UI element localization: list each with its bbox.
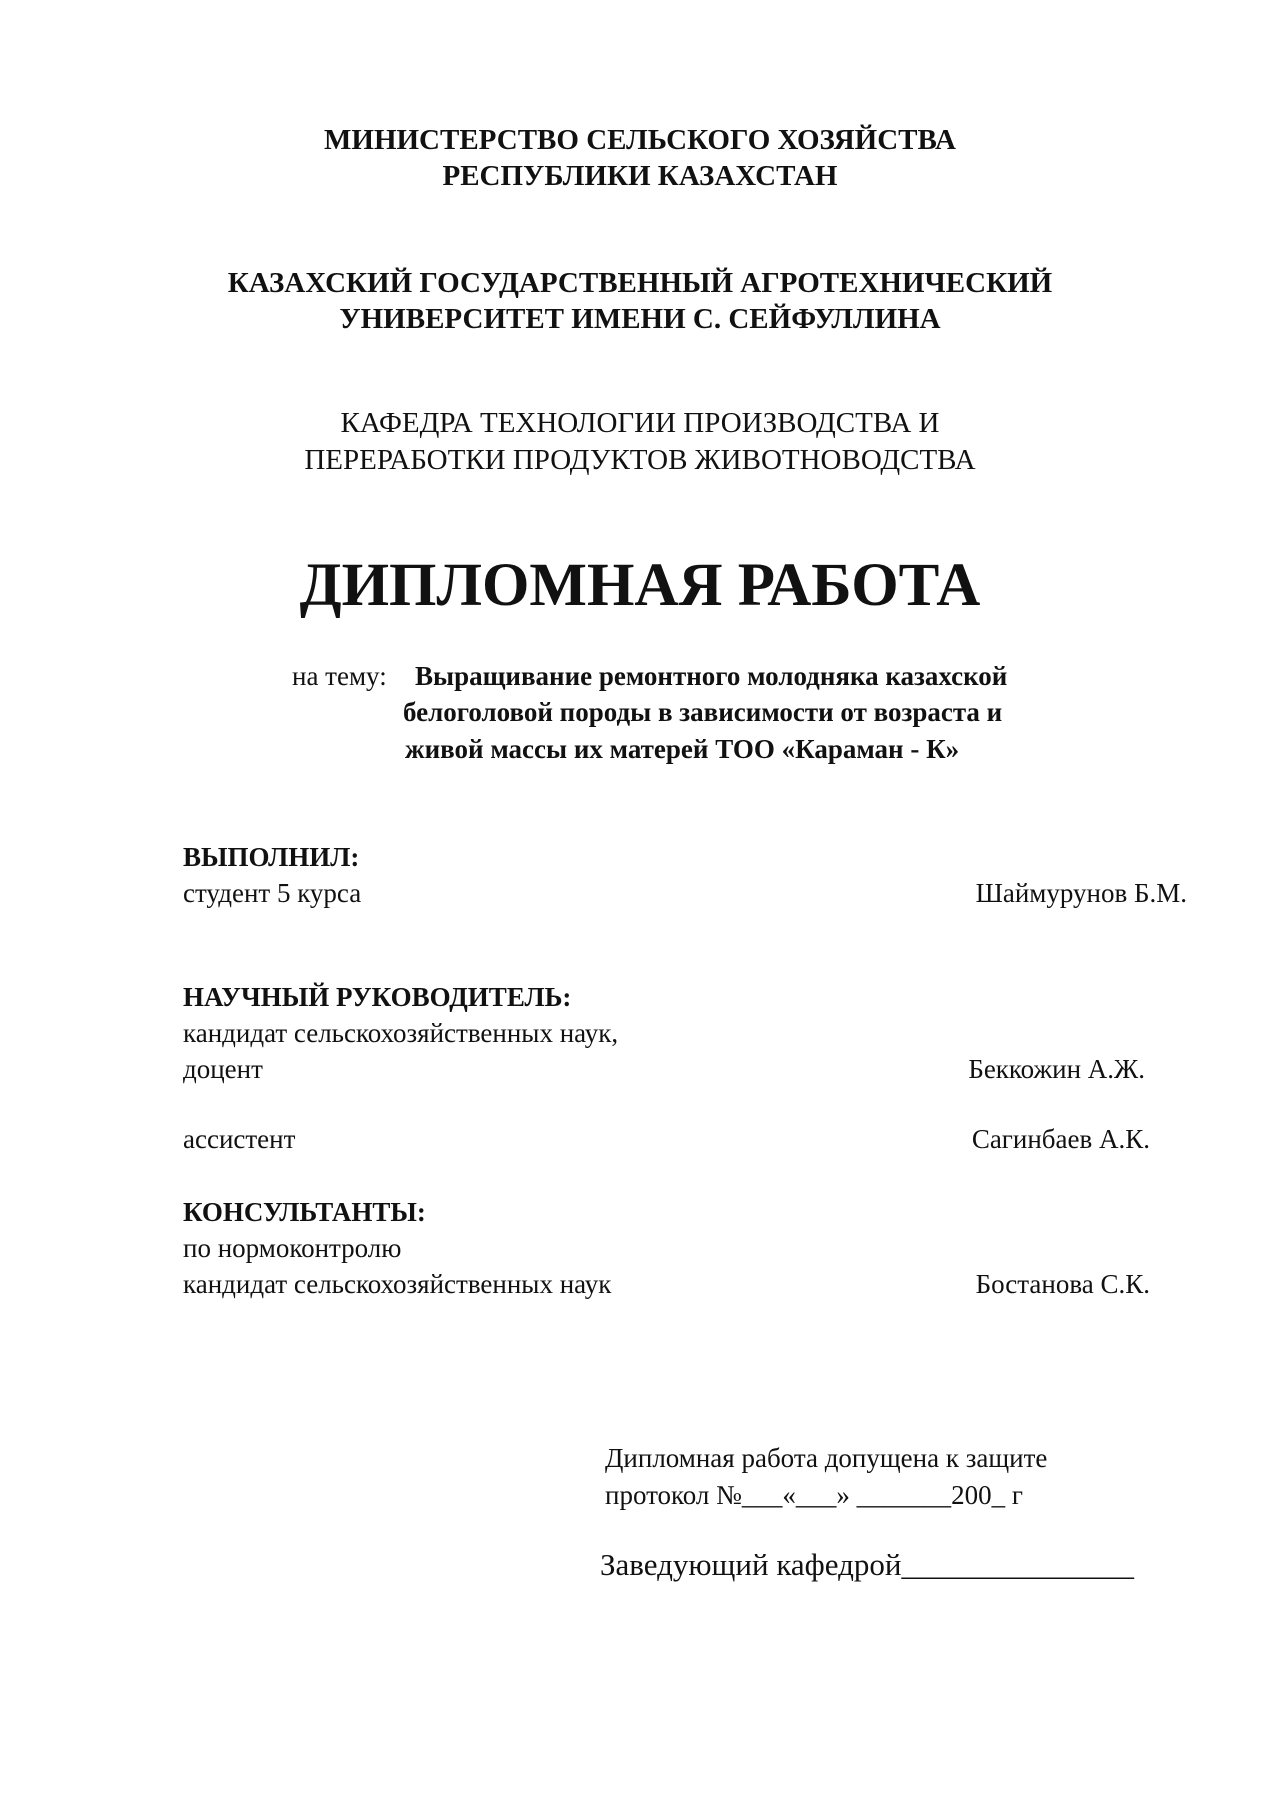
head-of-department-signature: Заведующий кафедрой_______________ — [600, 1547, 1134, 1582]
topic-line-1: Выращивание ремонтного молодняка казахской — [415, 661, 1008, 691]
consultant-degree: кандидат сельскохозяйственных наук — [183, 1269, 612, 1299]
performer-name: Шаймурунов Б.М. — [975, 878, 1187, 908]
supervisor-name: Беккожин А.Ж. — [968, 1054, 1145, 1084]
assistant-name: Сагинбаев А.К. — [971, 1124, 1150, 1154]
topic-label: на тему: — [292, 661, 387, 691]
ministry-line-2: РЕСПУБЛИКИ КАЗАХСТАН — [442, 160, 838, 192]
supervisor-heading: НАУЧНЫЙ РУКОВОДИТЕЛЬ: — [183, 982, 572, 1012]
university-line-1: КАЗАХСКИЙ ГОСУДАРСТВЕННЫЙ АГРОТЕХНИЧЕСКИЙ — [227, 267, 1053, 299]
performer-role: студент 5 курса — [183, 878, 362, 908]
topic-line-3: живой массы их матерей ТОО «Караман - К» — [405, 734, 960, 764]
university-header — [0, 265, 1280, 337]
supervisor-title: доцент — [183, 1054, 263, 1084]
document-type-title: ДИПЛОМНАЯ РАБОТА — [299, 552, 981, 619]
performer-heading: ВЫПОЛНИЛ: — [183, 842, 360, 872]
ministry-header — [0, 122, 1280, 194]
department-line-1: КАФЕДРА ТЕХНОЛОГИИ ПРОИЗВОДСТВА И — [340, 407, 940, 439]
consultants-heading: КОНСУЛЬТАНТЫ: — [183, 1197, 426, 1227]
department-header — [0, 405, 1280, 479]
consultant-area: по нормоконтролю — [183, 1233, 402, 1263]
topic-line-2: белоголовой породы в зависимости от возраста и — [403, 697, 1003, 727]
admission-protocol-line: протокол №___«___» _______200_ г — [605, 1480, 1023, 1510]
ministry-line-1: МИНИСТЕРСТВО СЕЛЬСКОГО ХОЗЯЙСТВА — [324, 124, 956, 156]
assistant-role: ассистент — [183, 1124, 296, 1154]
department-line-2: ПЕРЕРАБОТКИ ПРОДУКТОВ ЖИВОТНОВОДСТВА — [304, 444, 976, 476]
admission-line-1: Дипломная работа допущена к защите — [605, 1443, 1048, 1473]
university-line-2: УНИВЕРСИТЕТ ИМЕНИ С. СЕЙФУЛЛИНА — [339, 303, 941, 335]
supervisor-degree: кандидат сельскохозяйственных наук, — [183, 1018, 619, 1048]
consultant-name: Бостанова С.К. — [975, 1269, 1150, 1299]
